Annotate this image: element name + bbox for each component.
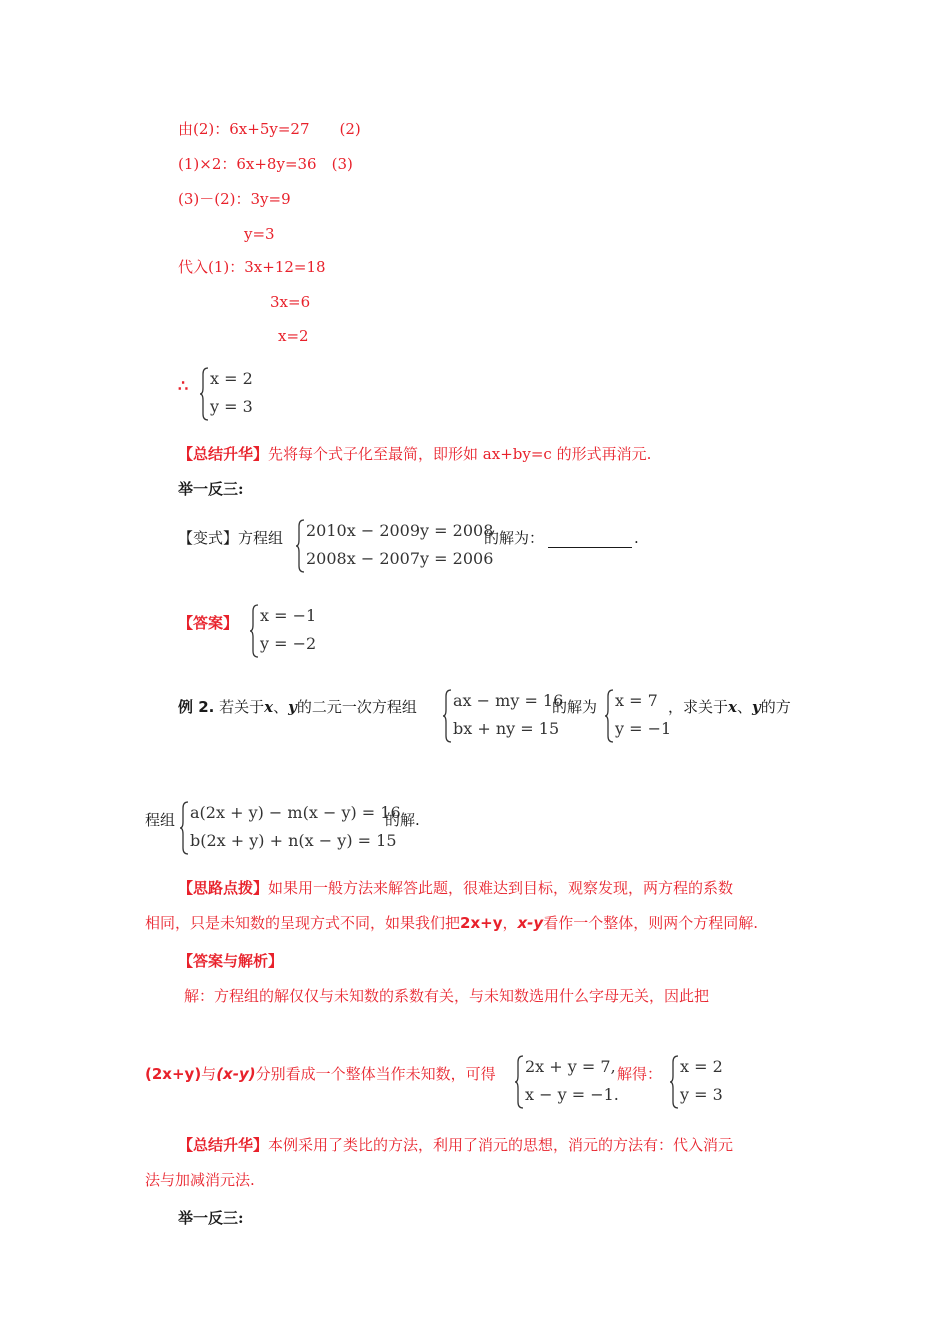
variant-prefix	[178, 528, 283, 548]
analysis-line-1: 解：方程组的解仅仅与未知数的系数有关，与未知数选用什么字母无关，因此把	[184, 987, 710, 1005]
result-y: y = 3	[210, 397, 253, 416]
brace-icon	[670, 1054, 680, 1110]
variant-eq-1: 2010x − 2009y = 2008	[306, 521, 494, 540]
variant-end: .	[634, 529, 639, 547]
step-3: (3)－(2)：3y=9	[178, 190, 291, 208]
hint-text-2b: 看作一个整体，则两个方程同解.	[543, 914, 758, 932]
hint-line-2	[145, 913, 758, 933]
brace-icon	[605, 688, 615, 744]
variant-eq-2: 2008x − 2007y = 2006	[306, 549, 494, 568]
example-2-line-2-suffix: 的解.	[385, 811, 420, 829]
variant-suffix	[484, 528, 639, 548]
summary-2-text-1: 本例采用了类比的方法，利用了消元的思想，消元的方法有：代入消元	[268, 1136, 734, 1154]
summary-1-text: 先将每个式子化至最简，即形如 ax+by=c 的形式再消元.	[268, 445, 652, 463]
example-2-system-1	[443, 688, 564, 744]
analysis-system	[515, 1054, 619, 1110]
hint-line-1	[178, 878, 733, 898]
summary-1	[178, 444, 651, 464]
brace-icon	[443, 688, 453, 744]
example-2-eq-1: ax − my = 16	[453, 691, 564, 710]
example-2-line-2-prefix: 程组	[145, 811, 176, 829]
answer-blank[interactable]	[548, 531, 632, 548]
example-2-text-4: ，求关于	[668, 698, 729, 716]
hint-text-1: 如果用一般方法来解答此题，很难达到目标，观察发现，两方程的系数	[268, 879, 734, 897]
example-2-eq-4: b(2x + y) + n(x − y) = 15	[190, 831, 397, 850]
step-2: (1)×2：6x+8y=36 (3)	[178, 155, 353, 173]
hint-comma: ，	[502, 914, 518, 932]
hint-expr-1: 2x+y	[460, 914, 503, 932]
answer-1-y: y = −2	[260, 634, 317, 653]
example-2-sep-2: 、	[736, 698, 752, 716]
analysis-mid-1: 与	[201, 1065, 217, 1083]
brace-icon	[515, 1054, 525, 1110]
example-2-sol-x: x = 7	[615, 691, 658, 710]
analysis-line-2	[145, 1064, 496, 1084]
example-2-eq-2: bx + ny = 15	[453, 719, 560, 738]
result-x: x = 2	[210, 369, 253, 388]
answer-1-system	[250, 603, 330, 659]
summary-2-line-1	[178, 1135, 733, 1155]
example-2-sep: 、	[273, 698, 289, 716]
analysis-eq-1: 2x + y = 7,	[525, 1057, 616, 1076]
practice-heading-2: 举一反三:	[178, 1209, 244, 1227]
analysis-expr-1: (2x+y)	[145, 1065, 202, 1083]
step-6: 3x=6	[270, 293, 311, 311]
brace-icon	[200, 366, 210, 422]
analysis-eq-2: x − y = −1.	[525, 1085, 619, 1104]
answer-1-x: x = −1	[260, 606, 317, 625]
variant-prefix-text: 方程组	[238, 529, 284, 547]
summary-2-line-2: 法与加减消元法.	[145, 1171, 255, 1189]
hint-expr-2: x-y	[517, 914, 544, 932]
analysis-sol-y: y = 3	[680, 1085, 723, 1104]
summary-1-tag: 【总结升华】	[178, 445, 269, 463]
analysis-expr-2: (x-y)	[216, 1065, 256, 1083]
analysis-solution	[670, 1054, 740, 1110]
variant-suffix-text: 的解为：	[484, 529, 545, 547]
step-5: 代入(1)：3x+12=18	[178, 258, 326, 276]
analysis-mid-2: 分别看成一个整体当作未知数，可得	[255, 1065, 496, 1083]
example-2-system-2	[180, 800, 401, 856]
example-2-var-y: y	[288, 698, 297, 716]
step-1: 由(2)：6x+5y=27 (2)	[178, 120, 361, 138]
example-2-var-y2: y	[751, 698, 761, 716]
practice-heading-1: 举一反三:	[178, 480, 244, 498]
example-2-var-x2: x	[728, 698, 737, 716]
variant-tag: 【变式】	[178, 529, 239, 547]
analysis-sol-x: x = 2	[680, 1057, 723, 1076]
therefore-symbol: ∴	[178, 376, 189, 395]
example-2-text-2: 的二元一次方程组	[296, 698, 417, 716]
brace-icon	[180, 800, 190, 856]
answer-1-tag: 【答案】	[178, 614, 239, 632]
example-2-text-3: 的解为	[552, 698, 598, 716]
hint-text-2a: 相同，只是未知数的呈现方式不同，如果我们把	[145, 914, 461, 932]
example-2-text-5: 的方	[760, 698, 791, 716]
hint-tag: 【思路点拨】	[178, 879, 269, 897]
summary-2-tag: 【总结升华】	[178, 1136, 269, 1154]
example-2-label: 例 2.	[178, 698, 215, 716]
example-2-line-1-end	[668, 697, 791, 717]
example-2-var-x: x	[264, 698, 274, 716]
result-system	[200, 366, 280, 422]
analysis-solve: 解得：	[617, 1065, 663, 1083]
step-7: x=2	[278, 327, 309, 345]
example-2-eq-3: a(2x + y) − m(x − y) = 16	[190, 803, 401, 822]
example-2-sol-y: y = −1	[615, 719, 672, 738]
example-2-solution	[605, 688, 675, 744]
step-4: y=3	[244, 225, 275, 243]
brace-icon	[296, 518, 306, 574]
brace-icon	[250, 603, 260, 659]
example-2-line-1	[178, 697, 417, 717]
example-2-text-1: 若关于	[219, 698, 265, 716]
variant-system	[296, 518, 494, 574]
analysis-tag: 【答案与解析】	[178, 952, 284, 970]
